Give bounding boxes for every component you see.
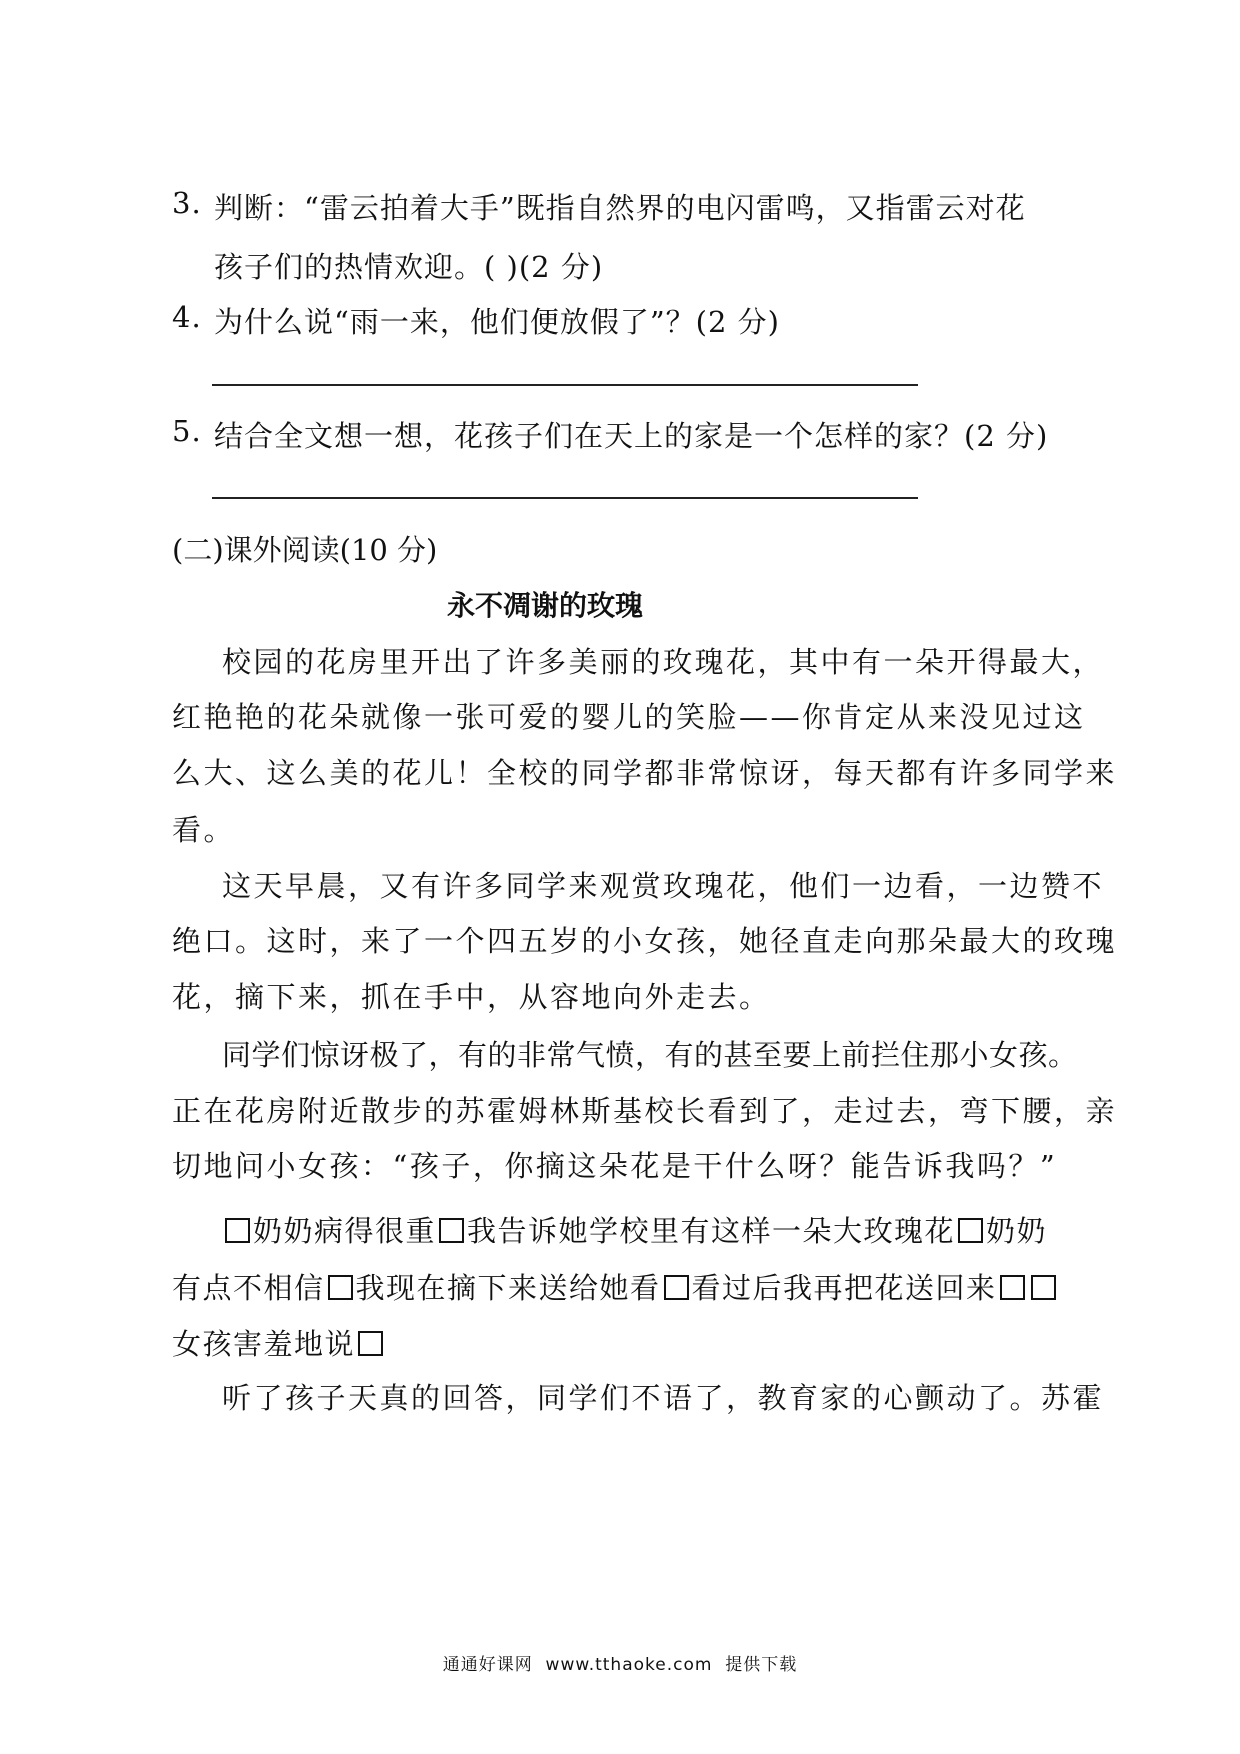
sentence-fragment: 奶奶	[986, 1214, 1048, 1248]
paragraph-line: 同学们惊讶极了，有的非常气愤，有的甚至要上前拦住那小女孩。	[222, 1038, 1078, 1072]
punctuation-box[interactable]	[225, 1218, 250, 1243]
answer-line[interactable]	[212, 497, 918, 499]
fill-punctuation-line	[222, 1209, 1047, 1250]
question-5	[172, 414, 1049, 454]
paragraph-line: 花，摘下来，抓在手中，从容地向外走去。	[172, 980, 771, 1014]
punctuation-box[interactable]	[358, 1331, 383, 1356]
question-number: 4.	[172, 300, 202, 334]
sentence-fragment: 有点不相信	[172, 1271, 325, 1305]
sentence-fragment: 女孩害羞地说	[172, 1327, 356, 1361]
question-number: 3.	[172, 186, 202, 220]
fill-punctuation-line	[172, 1266, 1059, 1307]
page-footer: 通通好课网 www.tthaoke.com 提供下载	[442, 1655, 798, 1675]
paragraph-line: 么大、这么美的花儿！全校的同学都非常惊讶，每天都有许多同学来	[172, 756, 1118, 790]
sentence-fragment: 我告诉她学校里有这样一朵大玫瑰花	[467, 1214, 956, 1248]
paragraph-line: 听了孩子天真的回答，同学们不语了，教育家的心颤动了。苏霍	[222, 1381, 1105, 1415]
article-title: 永不凋谢的玫瑰	[446, 589, 643, 622]
punctuation-box[interactable]	[439, 1218, 464, 1243]
paragraph-line: 这天早晨，又有许多同学来观赏玫瑰花，他们一边看，一边赞不	[222, 869, 1105, 903]
paragraph-line: 切地问小女孩：“孩子，你摘这朵花是干什么呀？能告诉我吗？”	[172, 1149, 1058, 1183]
sentence-fragment: 我现在摘下来送给她看	[355, 1271, 661, 1305]
sentence-fragment: 看过后我再把花送回来	[691, 1271, 997, 1305]
question-text: 为什么说“雨一来，他们便放假了”？(2 分)	[214, 305, 780, 339]
question-4	[172, 300, 932, 340]
fill-punctuation-line	[172, 1322, 386, 1363]
question-3	[172, 186, 1026, 226]
question-text: 结合全文想一想，花孩子们在天上的家是一个怎样的家？(2 分)	[214, 419, 1049, 453]
punctuation-box[interactable]	[328, 1275, 353, 1300]
paragraph-line: 看。	[172, 813, 236, 847]
paragraph-line: 绝口。这时，来了一个四五岁的小女孩，她径直走向那朵最大的玫瑰	[172, 924, 1118, 958]
sentence-fragment: 奶奶病得很重	[253, 1214, 437, 1248]
paragraph-line: 正在花房附近散步的苏霍姆林斯基校长看到了，走过去，弯下腰，亲	[172, 1094, 1118, 1128]
answer-line[interactable]	[212, 384, 918, 386]
punctuation-box[interactable]	[1031, 1275, 1056, 1300]
question-number: 5.	[172, 414, 202, 448]
question-3-continued: 孩子们的热情欢迎。( )(2 分)	[214, 250, 604, 284]
paragraph-line: 校园的花房里开出了许多美丽的玫瑰花，其中有一朵开得最大，	[222, 645, 1105, 679]
punctuation-box[interactable]	[664, 1275, 689, 1300]
question-text: 判断：“雷云拍着大手”既指自然界的电闪雷鸣，又指雷云对花	[214, 191, 1026, 225]
section-heading: (二)课外阅读(10 分)	[172, 533, 438, 567]
punctuation-box[interactable]	[1000, 1275, 1025, 1300]
paragraph-line: 红艳艳的花朵就像一张可爱的婴儿的笑脸——你肯定从来没见过这	[172, 700, 1086, 734]
punctuation-box[interactable]	[958, 1218, 983, 1243]
